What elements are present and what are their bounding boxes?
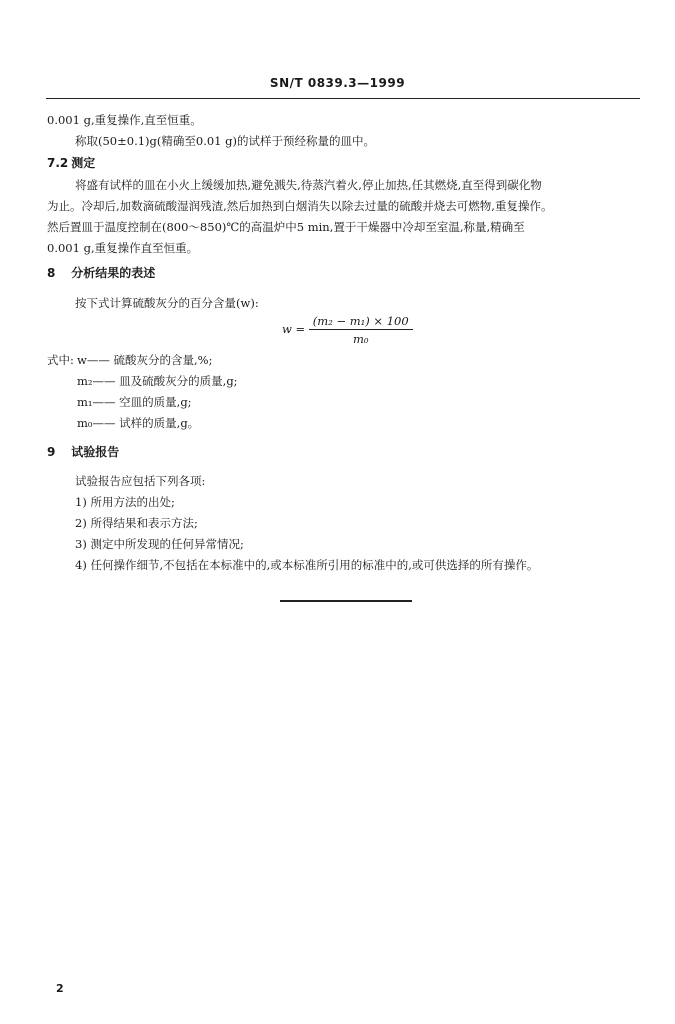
section-title: 测定 <box>71 156 96 170</box>
document-code-header: SN/T 0839.3—1999 <box>269 76 406 90</box>
section-heading-9 <box>47 445 119 459</box>
where-label: 式中: <box>47 353 74 367</box>
variable-definition: m₁—— 空皿的质量,g; <box>77 395 192 409</box>
text-line: 为止。冷却后,加数滴硫酸湿润残渣,然后加热到白烟消失以除去过量的硫酸并烧去可燃物,重复操作。 <box>47 199 553 213</box>
header-rule <box>46 98 640 99</box>
text-line: 将盛有试样的皿在小火上缓缓加热,避免溅失,待蒸汽着火,停止加热,任其燃烧,直至得到碳化物 <box>75 178 542 192</box>
section-heading-8 <box>47 266 155 280</box>
formula-denominator: m₀ <box>352 332 369 346</box>
list-item: 4) 任何操作细节,不包括在本标准中的,或本标准所引用的标准中的,或可供选择的所有操作。 <box>75 558 539 572</box>
list-item: 1) 所用方法的出处; <box>75 495 175 509</box>
formula-numerator: (m₂ − m₁) × 100 <box>309 314 413 330</box>
section-number: 7.2 <box>47 156 69 170</box>
section-title: 试验报告 <box>71 445 120 459</box>
section-number: 8 <box>47 266 56 280</box>
section-heading-7-2 <box>47 156 95 170</box>
variable-definition: m₀—— 试样的质量,g。 <box>77 416 200 430</box>
variable-definition: m₂—— 皿及硫酸灰分的质量,g; <box>77 374 238 388</box>
formula-fraction <box>309 314 413 346</box>
list-item: 3) 测定中所发现的任何异常情况; <box>75 537 244 551</box>
text-line: 按下式计算硫酸灰分的百分含量(w): <box>75 296 259 310</box>
text-line: 称取(50±0.1)g(精确至0.01 g)的试样于预经称量的皿中。 <box>75 134 375 148</box>
formula-lhs: w = <box>282 322 306 336</box>
list-item: 2) 所得结果和表示方法; <box>75 516 198 530</box>
formula <box>282 314 413 346</box>
section-title: 分析结果的表述 <box>71 266 156 280</box>
page-number: 2 <box>56 982 64 995</box>
end-rule <box>280 600 412 602</box>
text-line: 0.001 g,重复操作,直至恒重。 <box>47 113 202 127</box>
variable-definition: w—— 硫酸灰分的含量,%; <box>77 353 213 367</box>
text-line: 试验报告应包括下列各项: <box>75 474 206 488</box>
text-line: 然后置皿于温度控制在(800～850)℃的高温炉中5 min,置于干燥器中冷却至室温,称量,精确至 <box>47 220 525 234</box>
section-number: 9 <box>47 445 56 459</box>
text-line: 0.001 g,重复操作直至恒重。 <box>47 241 199 255</box>
